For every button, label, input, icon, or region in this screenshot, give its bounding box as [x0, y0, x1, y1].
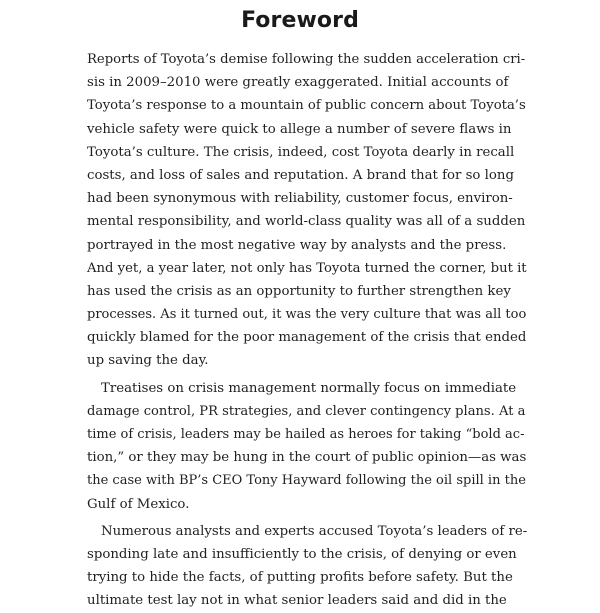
body-text	[87, 48, 527, 613]
text-line: Treatises on crisis management normally focus on immediate	[101, 380, 517, 396]
paragraph-1	[87, 48, 527, 373]
text-line: up saving the day.	[87, 353, 209, 369]
text-line: costs, and loss of sales and reputation. A brand that for so long	[87, 167, 514, 183]
text-line: ultimate test lay not in what senior leaders said and did in the	[87, 593, 507, 609]
text-line: Reports of Toyota’s demise following the sudden acceleration cri-	[87, 52, 526, 67]
text-line: processes. As it turned out, it was the very culture that was all too	[87, 307, 527, 323]
text-line: sponding late and insufficiently to the crisis, of denying or even	[87, 546, 517, 562]
text-line: mental responsibility, and world-class quality was all of a sudden	[87, 214, 526, 230]
text-line: trying to hide the facts, of putting profits before safety. But the	[87, 570, 513, 586]
text-line: had been synonymous with reliability, customer focus, environ-	[87, 191, 513, 207]
text-line: vehicle safety were quick to allege a number of severe flaws in	[87, 121, 512, 137]
text-line: time of crisis, leaders may be hailed as heroes for taking “bold ac-	[87, 427, 525, 442]
text-line: And yet, a year later, not only has Toyota turned the corner, but it	[87, 260, 527, 276]
text-line: Gulf of Mexico.	[87, 496, 190, 512]
text-line: has used the crisis as an opportunity to further strengthen key	[87, 283, 511, 299]
text-line: portrayed in the most negative way by analysts and the press.	[87, 237, 507, 253]
text-line: the case with BP’s CEO Tony Hayward following the oil spill in the	[87, 473, 526, 489]
text-line: Toyota’s response to a mountain of public concern about Toyota’s	[87, 98, 526, 114]
text-line: damage control, PR strategies, and clever contingency plans. At a	[87, 403, 526, 419]
text-line: tion,” or they may be hung in the court of public opinion—as was	[87, 450, 527, 466]
text-line: Numerous analysts and experts accused Toyota’s leaders of re-	[101, 523, 528, 539]
text-line: sis in 2009–2010 were greatly exaggerated. Initial accounts of	[87, 75, 509, 91]
text-line: quickly blamed for the poor management of the crisis that ended	[87, 330, 527, 346]
paragraph-2	[87, 377, 527, 516]
text-line: Toyota’s culture. The crisis, indeed, cost Toyota dearly in recall	[87, 144, 515, 160]
paragraph-3	[87, 520, 527, 613]
page-title: Foreword	[241, 8, 359, 33]
